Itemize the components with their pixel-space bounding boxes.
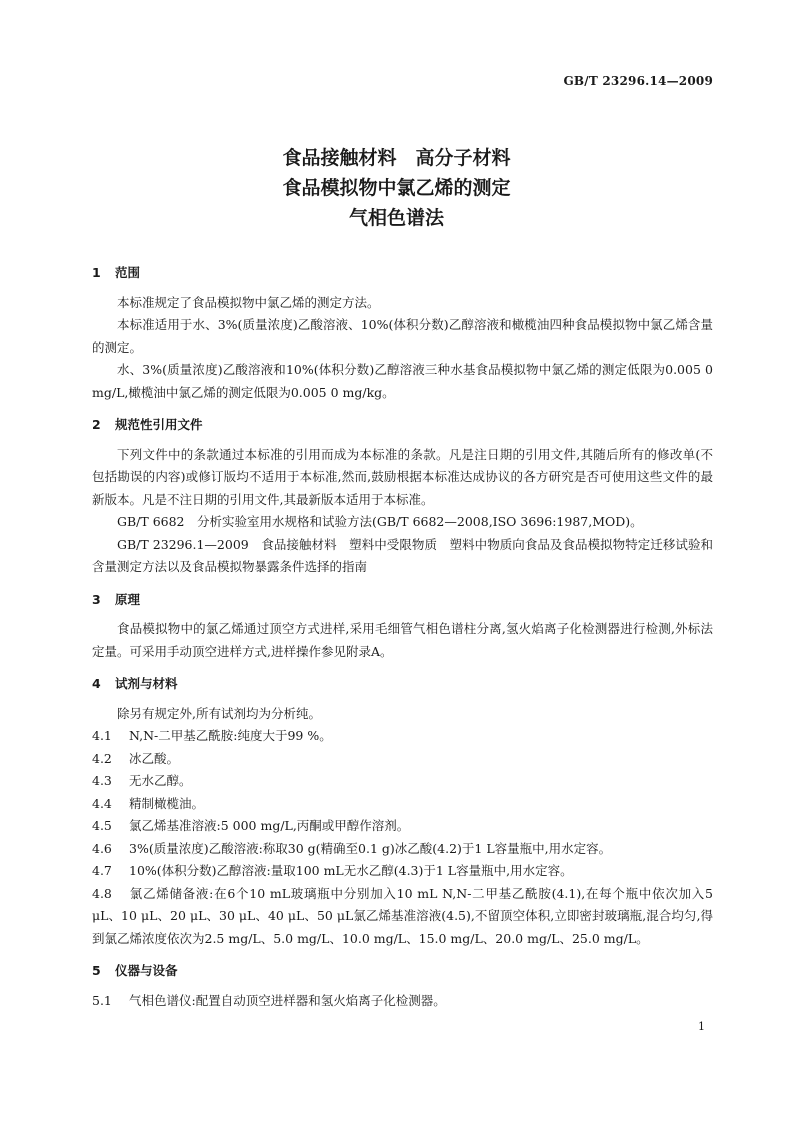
clause-text: 无水乙醇。 <box>129 773 192 788</box>
clause-text: 冰乙酸。 <box>129 750 180 766</box>
clause-text: 氯乙烯基准溶液:5 000 mg/L,丙酮或甲醇作溶剂。 <box>129 818 410 833</box>
paragraph: 除另有规定外,所有试剂均为分析纯。 <box>117 705 321 721</box>
clause-number: 4.3 <box>92 773 112 788</box>
section-number: 4 <box>92 676 101 691</box>
clause-number: 4.4 <box>92 795 112 811</box>
clause-text: 10%(体积分数)乙醇溶液:量取100 mL无水乙醇(4.3)于1 L容量瓶中,用水定容。 <box>129 863 573 878</box>
section-heading-normative-references <box>92 414 713 437</box>
clause-item <box>92 990 713 1013</box>
paragraph: 水、3%(质量浓度)乙酸溶液和10%(体积分数)乙醇溶液三种水基食品模拟物中氯乙烯的测定低限为0.005 0 mg/L,橄榄油中氯乙烯的测定低限为0.005 0 mg/kg。 <box>92 362 713 400</box>
section-number: 2 <box>92 417 101 432</box>
section-title: 仪器与设备 <box>115 963 178 978</box>
paragraph: 食品模拟物中的氯乙烯通过顶空方式进样,采用毛细管气相色谱柱分离,氢火焰离子化检测器进行检测,外标法定量。可采用手动顶空进样方式,进样操作参见附录A。 <box>92 621 713 659</box>
title-line-2: 食品模拟物中氯乙烯的测定 <box>282 177 511 199</box>
page-number: 1 <box>698 1020 705 1033</box>
clause-number: 5.1 <box>92 992 112 1008</box>
clause-text: 气相色谱仪:配置自动顶空进样器和氢火焰离子化检测器。 <box>129 992 446 1008</box>
clause-text: 氯乙烯储备液:在6个10 mL玻璃瓶中分别加入10 mL N,N-二甲基乙酰胺(4.1),在每个瓶中依次加入5 μL、10 μL、20 μL、30 μL、40 μL、50 μL氯乙烯基准溶液(4.5),不留顶空体积,立即密封玻璃瓶,混合均匀,得到氯乙烯浓度依次为2.5 mg/L、5.0 mg/L、10.0 mg/L、15.0 mg/L、20.0 mg/L、25.0 mg/L。 <box>92 885 713 946</box>
clause-number: 4.6 <box>92 840 112 856</box>
paragraph: 本标准规定了食品模拟物中氯乙烯的测定方法。 <box>117 294 380 310</box>
clause-number: 4.7 <box>92 863 112 878</box>
clause-item <box>92 748 713 771</box>
clause-number: 4.2 <box>92 750 112 766</box>
section-heading-principle <box>92 589 713 612</box>
clause-item <box>92 838 713 861</box>
clause-text: 精制橄榄油。 <box>129 795 205 811</box>
clause-item <box>92 815 713 838</box>
section-title: 原理 <box>115 591 141 607</box>
section-title: 范围 <box>115 265 141 280</box>
clause-number: 4.5 <box>92 818 112 833</box>
document-title <box>0 143 793 233</box>
section-number: 3 <box>92 591 101 607</box>
title-line-3: 气相色谱法 <box>348 207 444 229</box>
clause-item <box>92 860 713 883</box>
section-heading-apparatus <box>92 960 713 983</box>
section-title: 试剂与材料 <box>115 676 178 691</box>
section-heading-reagents <box>92 673 713 696</box>
section-title: 规范性引用文件 <box>115 417 203 432</box>
reference-entry: GB/T 23296.1—2009 食品接触材料 塑料中受限物质 塑料中物质向食品及食品模拟物特定迁移试验和含量测定方法以及食品模拟物暴露条件选择的指南 <box>92 536 713 574</box>
clause-item <box>92 770 713 793</box>
clause-number: 4.1 <box>92 728 112 743</box>
standard-number: GB/T 23296.14—2009 <box>563 74 713 88</box>
section-number: 1 <box>92 265 101 280</box>
clause-number: 4.8 <box>92 885 112 901</box>
clause-item <box>92 725 713 748</box>
section-number: 5 <box>92 963 101 978</box>
clause-text: N,N-二甲基乙酰胺:纯度大于99 %。 <box>129 728 332 743</box>
reference-entry: GB/T 6682 分析实验室用水规格和试验方法(GB/T 6682—2008,ISO 3696:1987,MOD)。 <box>117 514 643 529</box>
title-line-1: 食品接触材料 高分子材料 <box>282 147 511 169</box>
paragraph: 下列文件中的条款通过本标准的引用而成为本标准的条款。凡是注日期的引用文件,其随后所有的修改单(不包括勘误的内容)或修订版均不适用于本标准,然而,鼓励根据本标准达成协议的各方研究是否可使用这些文件的最新版本。凡是不注日期的引用文件,其最新版本适用于本标准。 <box>92 446 713 507</box>
document-body <box>92 262 713 1012</box>
section-heading-scope <box>92 262 713 285</box>
clause-item <box>92 793 713 816</box>
clause-text: 3%(质量浓度)乙酸溶液:称取30 g(精确至0.1 g)冰乙酸(4.2)于1 L容量瓶中,用水定容。 <box>129 840 612 856</box>
paragraph: 本标准适用于水、3%(质量浓度)乙酸溶液、10%(体积分数)乙醇溶液和橄榄油四种食品模拟物中氯乙烯含量的测定。 <box>92 317 713 355</box>
clause-item <box>92 883 713 951</box>
